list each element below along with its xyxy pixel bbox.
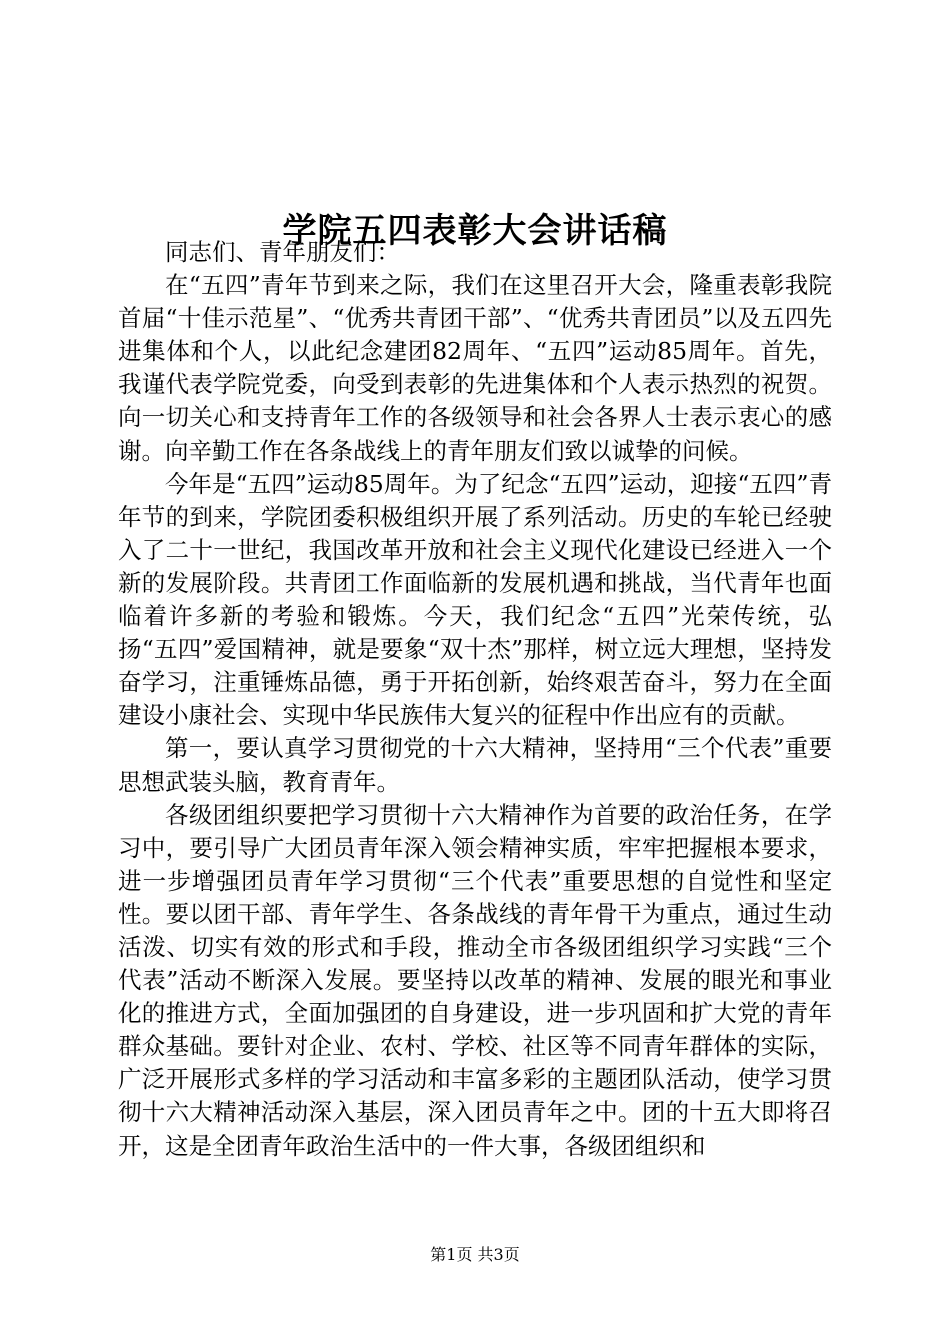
page-footer: 第1页 共3页 <box>430 1245 520 1264</box>
paragraph: 第一，要认真学习贯彻党的十六大精神，坚持用“三个代表”重要思想武装头脑，教育青年。 <box>118 734 832 796</box>
page-title: 学院五四表彰大会讲话稿 <box>282 210 668 251</box>
document-body <box>118 236 832 1163</box>
paragraph-salutation: 同志们、青年朋友们： <box>165 238 400 266</box>
paragraph: 各级团组织要把学习贯彻十六大精神作为首要的政治任务，在学习中，要引导广大团员青年深入领会精神实质，牢牢把握根本要求，进一步增强团员青年学习贯彻“三个代表”重要思想的自觉性和坚定性。要以团干部、青年学生、各条战线的青年骨干为重点，通过生动活泼、切实有效的形式和手段，推动全市各级团组织学习实践“三个代表”活动不断深入发展。要坚持以改革的精神、发展的眼光和事业化的推进方式，全面加强团的自身建设，进一步巩固和扩大党的青年群众基础。要针对企业、农村、学校、社区等不同青年群体的实际，广泛开展形式多样的学习活动和丰富多彩的主题团队活动，使学习贯彻十六大精神活动深入基层，深入团员青年之中。团的十五大即将召开，这是全团青年政治生活中的一件大事，各级团组织和 <box>118 800 832 1160</box>
paragraph: 在“五四”青年节到来之际，我们在这里召开大会，隆重表彰我院首届“十佳示范星”、“优秀共青团干部”、“优秀共青团员”以及五四先进集体和个人，以此纪念建团82周年、“五四”运动85周年。首先，我谨代表学院党委，向受到表彰的先进集体和个人表示热烈的祝贺。向一切关心和支持青年工作的各级领导和社会各界人士表示衷心的感谢。向辛勤工作在各条战线上的青年朋友们致以诚挚的问候。 <box>118 271 832 465</box>
paragraph: 今年是“五四”运动85周年。为了纪念“五四”运动，迎接“五四”青年节的到来，学院团委积极组织开展了系列活动。历史的车轮已经驶入了二十一世纪，我国改革开放和社会主义现代化建设已经进入一个新的发展阶段。共青团工作面临新的发展机遇和挑战，当代青年也面临着许多新的考验和锻炼。今天，我们纪念“五四”光荣传统，弘扬“五四”爱国精神，就是要象“双十杰”那样，树立远大理想，坚持发奋学习，注重锤炼品德，勇于开拓创新，始终艰苦奋斗，努力在全面建设小康社会、实现中华民族伟大复兴的征程中作出应有的贡献。 <box>118 469 832 730</box>
